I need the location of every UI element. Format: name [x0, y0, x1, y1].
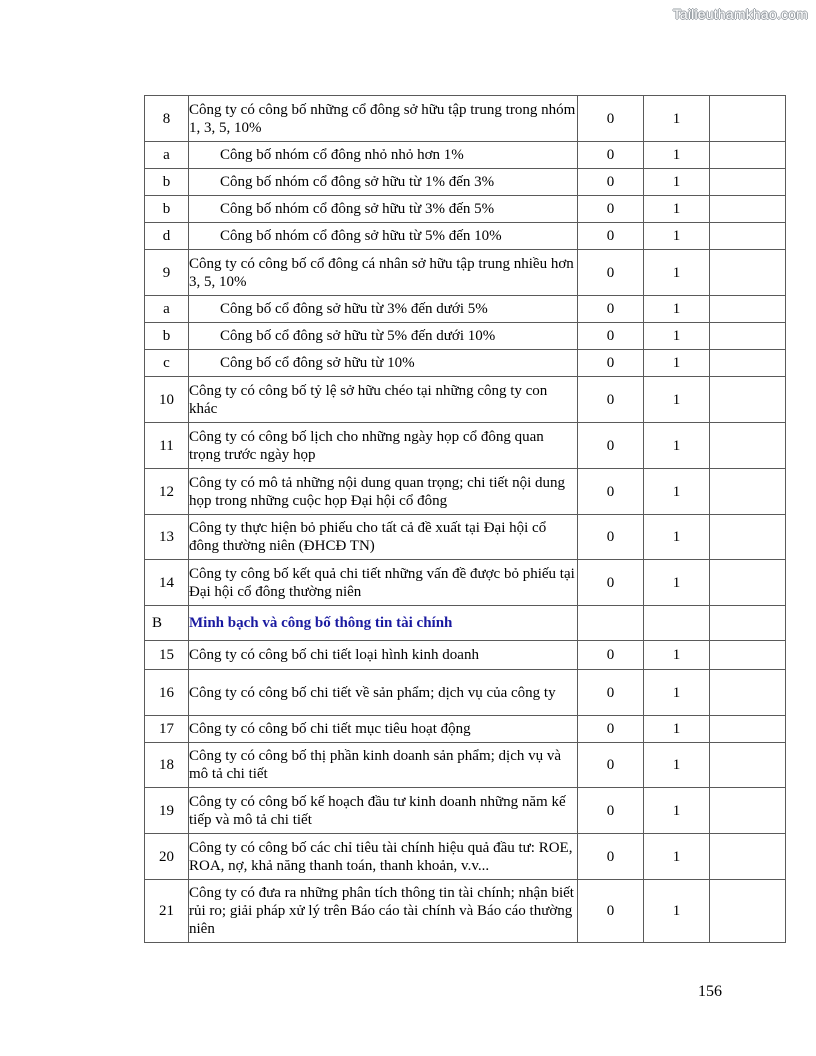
score-max: 1: [644, 196, 710, 223]
row-description: Công ty có mô tả những nội dung quan trọng; chi tiết nội dung họp trong những cuộc họp Đại hội cổ đông: [189, 469, 578, 515]
section-title: Minh bạch và công bố thông tin tài chính: [189, 606, 578, 641]
score-cell: [710, 670, 786, 716]
row-description: Công ty có công bố thị phần kinh doanh sản phẩm; dịch vụ và mô tả chi tiết: [189, 743, 578, 788]
row-description: Công bố nhóm cổ đông sở hữu từ 1% đến 3%: [189, 169, 578, 196]
score-min: 0: [578, 560, 644, 606]
score-max: 1: [644, 469, 710, 515]
score-cell: [710, 350, 786, 377]
row-index: B: [145, 606, 189, 641]
table-row: [145, 788, 786, 834]
score-max: 1: [644, 560, 710, 606]
score-cell: [710, 196, 786, 223]
score-max: 1: [644, 323, 710, 350]
row-index: 16: [145, 670, 189, 716]
score-min: 0: [578, 296, 644, 323]
score-max: 1: [644, 641, 710, 670]
score-max: 1: [644, 515, 710, 560]
row-index: b: [145, 169, 189, 196]
score-min: 0: [578, 377, 644, 423]
row-index: a: [145, 296, 189, 323]
table-row: [145, 350, 786, 377]
table-row: [145, 670, 786, 716]
table-row: [145, 880, 786, 943]
row-description: Công ty có công bố kế hoạch đầu tư kinh doanh những năm kế tiếp và mô tả chi tiết: [189, 788, 578, 834]
score-min: 0: [578, 834, 644, 880]
row-description: Công ty công bố kết quả chi tiết những vấn đề được bỏ phiếu tại Đại hội cổ đông thường niên: [189, 560, 578, 606]
row-index: 10: [145, 377, 189, 423]
score-max: 1: [644, 96, 710, 142]
score-cell: [710, 142, 786, 169]
row-description: Công ty có công bố chi tiết mục tiêu hoạt động: [189, 716, 578, 743]
row-description: Công bố cổ đông sở hữu từ 10%: [189, 350, 578, 377]
score-max: 1: [644, 423, 710, 469]
row-index: 12: [145, 469, 189, 515]
table-row: [145, 641, 786, 670]
row-description: Công ty có công bố các chỉ tiêu tài chính hiệu quả đầu tư: ROE, ROA, nợ, khả năng thanh toán, thanh khoản, v.v...: [189, 834, 578, 880]
score-cell: [710, 377, 786, 423]
score-min: 0: [578, 142, 644, 169]
table-row: [145, 716, 786, 743]
row-description: Công bố cổ đông sở hữu từ 3% đến dưới 5%: [189, 296, 578, 323]
score-cell: [710, 834, 786, 880]
row-description: Công ty có công bố tỷ lệ sở hữu chéo tại những công ty con khác: [189, 377, 578, 423]
table-row: [145, 377, 786, 423]
row-index: 13: [145, 515, 189, 560]
score-min: 0: [578, 670, 644, 716]
row-index: 15: [145, 641, 189, 670]
score-cell: [710, 560, 786, 606]
score-cell: [710, 743, 786, 788]
score-min: [578, 606, 644, 641]
score-cell: [710, 716, 786, 743]
score-cell: [710, 296, 786, 323]
row-index: 20: [145, 834, 189, 880]
row-description: Công bố nhóm cổ đông sở hữu từ 5% đến 10%: [189, 223, 578, 250]
row-index: 18: [145, 743, 189, 788]
score-max: 1: [644, 788, 710, 834]
table-row: [145, 196, 786, 223]
score-cell: [710, 223, 786, 250]
table-row: [145, 743, 786, 788]
score-min: 0: [578, 223, 644, 250]
score-max: 1: [644, 377, 710, 423]
row-description: Công ty có công bố chi tiết về sản phẩm; dịch vụ của công ty: [189, 670, 578, 716]
score-min: 0: [578, 515, 644, 560]
page-number: 156: [698, 983, 722, 1000]
row-description: Công bố nhóm cổ đông nhỏ nhỏ hơn 1%: [189, 142, 578, 169]
table-row: [145, 323, 786, 350]
score-cell: [710, 469, 786, 515]
score-max: [644, 606, 710, 641]
table-row: [145, 423, 786, 469]
score-min: 0: [578, 96, 644, 142]
score-cell: [710, 880, 786, 943]
section-row: [145, 606, 786, 641]
score-min: 0: [578, 196, 644, 223]
score-min: 0: [578, 788, 644, 834]
score-min: 0: [578, 323, 644, 350]
score-cell: [710, 606, 786, 641]
table-row: [145, 834, 786, 880]
table-row: [145, 223, 786, 250]
disclosure-table: [144, 95, 786, 943]
score-max: 1: [644, 350, 710, 377]
score-cell: [710, 788, 786, 834]
score-max: 1: [644, 880, 710, 943]
score-cell: [710, 169, 786, 196]
row-index: c: [145, 350, 189, 377]
row-index: 9: [145, 250, 189, 296]
score-min: 0: [578, 469, 644, 515]
score-cell: [710, 96, 786, 142]
score-min: 0: [578, 350, 644, 377]
row-index: 11: [145, 423, 189, 469]
row-description: Công ty có công bố cổ đông cá nhân sở hữu tập trung nhiều hơn 3, 5, 10%: [189, 250, 578, 296]
score-max: 1: [644, 142, 710, 169]
score-max: 1: [644, 743, 710, 788]
table-row: [145, 250, 786, 296]
score-max: 1: [644, 834, 710, 880]
row-index: 19: [145, 788, 189, 834]
score-min: 0: [578, 250, 644, 296]
table-row: [145, 169, 786, 196]
table-body: [145, 96, 786, 943]
table-row: [145, 560, 786, 606]
score-min: 0: [578, 423, 644, 469]
table-row: [145, 296, 786, 323]
score-cell: [710, 641, 786, 670]
row-description: Công bố cổ đông sở hữu từ 5% đến dưới 10%: [189, 323, 578, 350]
watermark: Tailieuthamkhao.com: [672, 6, 808, 22]
score-max: 1: [644, 223, 710, 250]
score-cell: [710, 515, 786, 560]
score-max: 1: [644, 250, 710, 296]
score-min: 0: [578, 743, 644, 788]
row-index: 17: [145, 716, 189, 743]
row-description: Công ty có công bố lịch cho những ngày họp cổ đông quan trọng trước ngày họp: [189, 423, 578, 469]
score-min: 0: [578, 716, 644, 743]
row-description: Công ty có công bố những cổ đông sở hữu tập trung trong nhóm 1, 3, 5, 10%: [189, 96, 578, 142]
row-description: Công ty có công bố chi tiết loại hình kinh doanh: [189, 641, 578, 670]
row-description: Công bố nhóm cổ đông sở hữu từ 3% đến 5%: [189, 196, 578, 223]
score-max: 1: [644, 670, 710, 716]
row-index: a: [145, 142, 189, 169]
row-description: Công ty thực hiện bỏ phiếu cho tất cả đề xuất tại Đại hội cổ đông thường niên (ĐHCĐ TN): [189, 515, 578, 560]
row-index: 8: [145, 96, 189, 142]
score-max: 1: [644, 296, 710, 323]
score-min: 0: [578, 169, 644, 196]
score-cell: [710, 423, 786, 469]
row-index: d: [145, 223, 189, 250]
table-row: [145, 96, 786, 142]
score-cell: [710, 323, 786, 350]
row-description: Công ty có đưa ra những phân tích thông tin tài chính; nhận biết rủi ro; giải pháp xử lý trên Báo cáo tài chính và Báo cáo thường niên: [189, 880, 578, 943]
row-index: b: [145, 323, 189, 350]
table-row: [145, 515, 786, 560]
score-max: 1: [644, 716, 710, 743]
score-cell: [710, 250, 786, 296]
table-row: [145, 142, 786, 169]
row-index: b: [145, 196, 189, 223]
score-max: 1: [644, 169, 710, 196]
score-min: 0: [578, 880, 644, 943]
table-row: [145, 469, 786, 515]
row-index: 21: [145, 880, 189, 943]
row-index: 14: [145, 560, 189, 606]
score-min: 0: [578, 641, 644, 670]
